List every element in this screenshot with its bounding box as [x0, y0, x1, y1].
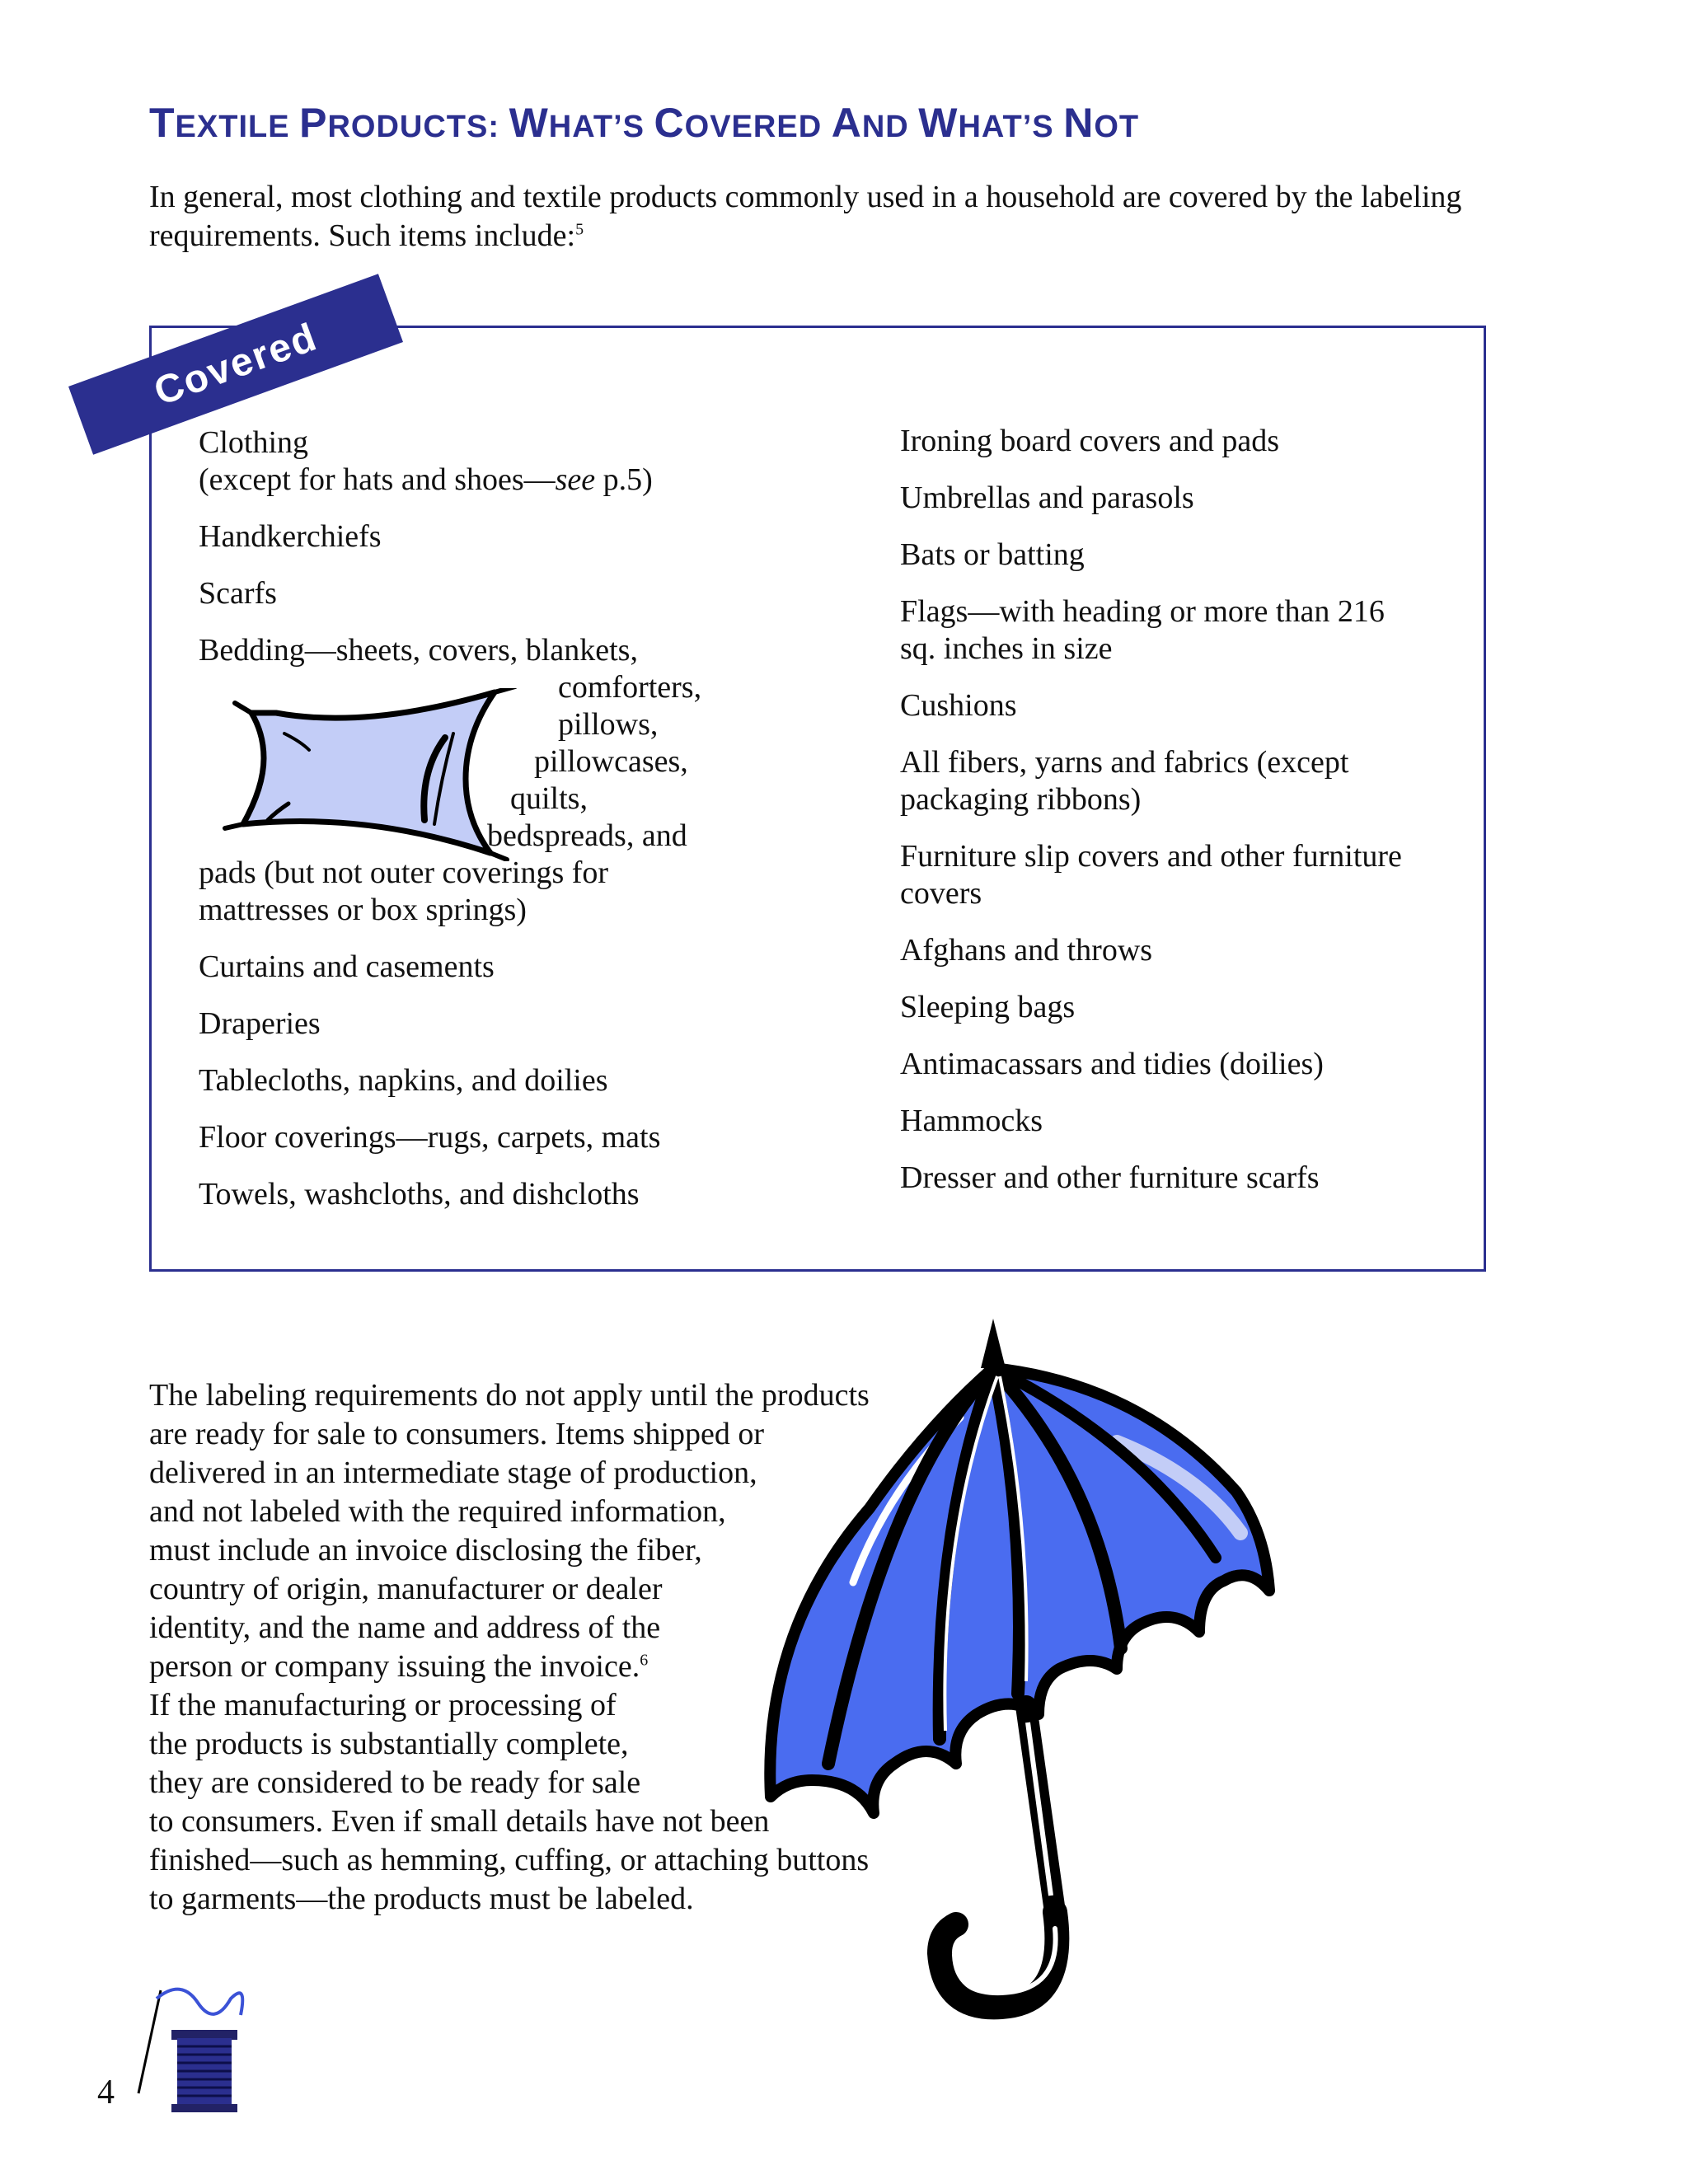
bedding-line: bedspreads, and	[487, 818, 687, 853]
paragraph-line: country of origin, manufacturer or dealer	[149, 1572, 663, 1606]
list-item: Handkerchiefs	[199, 519, 382, 554]
list-item	[900, 838, 1461, 912]
flags-line: Flags—with heading or more than 216	[900, 594, 1385, 629]
flags-line: sq. inches in size	[900, 631, 1113, 666]
heading-capital: A	[831, 100, 862, 146]
paragraph-line: must include an invoice disclosing the fiber,	[149, 1533, 702, 1568]
page-heading	[149, 99, 1139, 147]
list-item: Antimacassars and tidies (doilies)	[900, 1047, 1324, 1081]
covered-list-right	[900, 423, 1461, 1197]
paragraph-line: and not labeled with the required information,	[149, 1494, 726, 1529]
heading-smallcaps: RODUCTS:	[327, 110, 509, 144]
heading-smallcaps: OVERED	[684, 110, 832, 144]
list-item: Curtains and casements	[199, 949, 495, 984]
paragraph-line: the products is substantially complete,	[149, 1727, 629, 1761]
list-item: Towels, washcloths, and dishcloths	[199, 1177, 640, 1212]
bedding-line: Bedding—sheets, covers, blankets,	[199, 633, 638, 668]
paragraph-line: are ready for sale to consumers. Items shipped or	[149, 1417, 765, 1451]
page-number: 4	[97, 2074, 115, 2111]
list-item	[900, 593, 1461, 668]
covered-banner: Covered	[68, 274, 403, 455]
intro-paragraph	[149, 178, 1468, 255]
footnote-marker: 5	[575, 220, 584, 239]
list-item: Cushions	[900, 688, 1017, 723]
footnote-marker: 6	[640, 1651, 649, 1670]
bedding-line: pillows,	[558, 707, 659, 742]
heading-smallcaps: ND	[861, 110, 919, 144]
heading-smallcaps: OT	[1094, 110, 1140, 144]
paragraph-line: If the manufacturing or processing of	[149, 1688, 617, 1722]
pillow-icon	[218, 688, 532, 861]
heading-smallcaps: EXTILE	[175, 110, 300, 144]
bedding-line: mattresses or box springs)	[199, 893, 527, 927]
paragraph-line: identity, and the name and address of the	[149, 1610, 661, 1645]
heading-capital: T	[149, 100, 176, 146]
thread-spool-icon	[132, 1982, 256, 2114]
list-item	[900, 744, 1461, 818]
paragraph-line: they are considered to be ready for sale	[149, 1765, 641, 1800]
heading-capital: N	[1063, 100, 1095, 146]
heading-capital: P	[299, 100, 328, 146]
paragraph-line: to garments—the products must be labeled.	[149, 1882, 694, 1916]
furniture-line: covers	[900, 876, 982, 911]
item-clothing-note: (except for hats and shoes—see p.5)	[199, 462, 653, 497]
furniture-line: Furniture slip covers and other furniture	[900, 839, 1402, 874]
list-item: Afghans and throws	[900, 933, 1153, 968]
bedding-line: comforters,	[558, 670, 702, 705]
item-clothing: Clothing	[199, 425, 309, 460]
heading-smallcaps: HAT’S	[958, 110, 1064, 144]
paragraph-line: The labeling requirements do not apply until the products	[149, 1378, 870, 1413]
list-item	[199, 424, 726, 499]
list-item: Draperies	[199, 1006, 321, 1041]
list-item: Bats or batting	[900, 537, 1085, 572]
list-item: Tablecloths, napkins, and doilies	[199, 1063, 608, 1098]
umbrella-icon	[754, 1319, 1414, 2044]
paragraph-line: finished—such as hemming, cuffing, or attaching buttons	[149, 1843, 870, 1877]
paragraph-line: to consumers. Even if small details have not been	[149, 1804, 770, 1839]
list-item: Ironing board covers and pads	[900, 424, 1280, 458]
bedding-line: quilts,	[510, 781, 588, 816]
heading-capital: W	[918, 100, 959, 146]
list-item: Dresser and other furniture scarfs	[900, 1160, 1320, 1195]
fibers-line: packaging ribbons)	[900, 782, 1142, 817]
heading-smallcaps: HAT’S	[548, 110, 654, 144]
list-item: Umbrellas and parasols	[900, 480, 1194, 515]
heading-capital: C	[654, 100, 685, 146]
bedding-line: pads (but not outer coverings for	[199, 855, 609, 890]
heading-capital: W	[509, 100, 549, 146]
list-item: Sleeping bags	[900, 990, 1076, 1024]
list-item: Scarfs	[199, 576, 277, 611]
paragraph-line: person or company issuing the invoice.$^6$	[149, 1649, 649, 1684]
bedding-line: pillowcases,	[534, 744, 688, 779]
fibers-line: All fibers, yarns and fabrics (except	[900, 745, 1349, 780]
intro-text: In general, most clothing and textile products commonly used in a household are covered by the labeling requirements. Such items include:	[149, 180, 1462, 253]
paragraph-line: delivered in an intermediate stage of production,	[149, 1455, 757, 1490]
list-item: Hammocks	[900, 1104, 1043, 1138]
list-item: Floor coverings—rugs, carpets, mats	[199, 1120, 661, 1155]
